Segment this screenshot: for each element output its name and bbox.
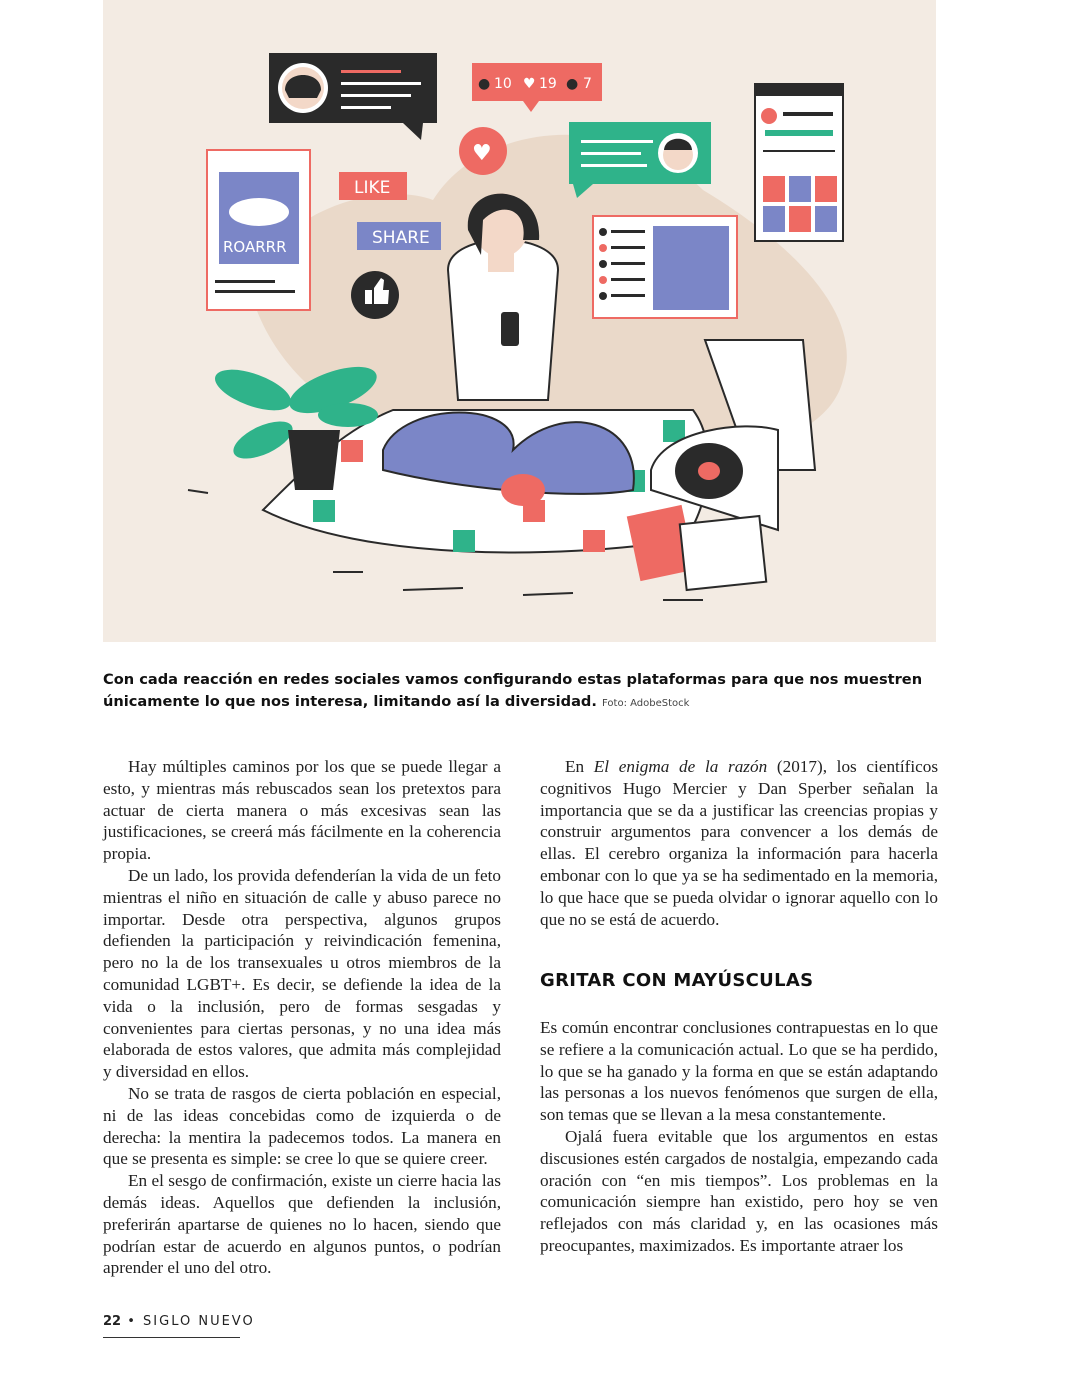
hero-illustration [103, 0, 936, 642]
right-column-bottom [540, 1017, 938, 1257]
profile-chat-bubble [269, 53, 437, 140]
share-label: SHARE [372, 228, 430, 248]
caption-text: Con cada reacción en redes sociales vamos configurando estas plataformas para que nos muestren únicamente lo que nos interesa, limitando así la diversidad. [103, 671, 923, 710]
paragraph: Es común encontrar conclusiones contrapuestas en lo que se refiere a la comunicación actual. Lo que se ha perdido, lo que se ha ganado y la forma en que se están adaptando las personas a los nuevos fenómenos que surgen de ella, son temas que se llevan a la mesa constantemente. [540, 1018, 938, 1125]
section-heading: GRITAR CON MAYÚSCULAS [540, 970, 814, 991]
paragraph: De un lado, los provida defenderían la vida de un feto mientras el niño en situación de calle y abuso parece no importar. Desde otra perspectiva, algunos grupos defienden la participación y reivindicación femenina, pero no la de los transexuales u otros miembros de la comunidad LGBT+. Es decir, se defiende la idea de la vida o la inclusión, pero de formas sesgadas y convenientes para ciertas personas, y no una idea más elaborada de estos valores, que admita más complejidad y diversidad en ellos. [103, 865, 501, 1082]
like-label: LIKE [354, 178, 391, 198]
svg-text:●: ● [566, 76, 579, 92]
dino-post-text: ROARRR [223, 238, 287, 256]
thumbs-up-icon [351, 271, 399, 319]
follower-count: 7 [583, 76, 592, 92]
svg-text:♥: ♥ [472, 141, 492, 166]
image-caption [103, 669, 943, 715]
paragraph: En el sesgo de confirmación, existe un cierre hacia las demás ideas. Aquellos que defienden la inclusión, preferirán apartarse de quienes no lo hacen, siendo que podrían estar de acuerdo en algunos puntos, o podrían aprender el uno del otro. [103, 1171, 501, 1278]
stats-bubble [472, 63, 602, 112]
paragraph: Ojalá fuera evitable que los argumentos en estas discusiones estén cargados de nostalgia, empezando cada oración con “en mis tiempos”. Los problemas en la comunicación siempre han existido, pero hoy se ven reflejados con más claridad y, en las ocasiones más preocupantes, maximizados. Es importante atraer los [540, 1126, 938, 1255]
share-tag [357, 222, 441, 250]
footer-rule [103, 1337, 240, 1338]
heart-icon [459, 127, 507, 175]
publication-name: SIGLO NUEVO [143, 1314, 255, 1329]
paragraph-start: En [565, 757, 594, 776]
paragraph: No se trata de rasgos de cierta población en especial, ni de las ideas concebidas como de izquierda o de derecha: la mentira la padecemos todos. La manera en que se presenta es simple: se cree lo que se quiere creer. [103, 1083, 501, 1169]
like-count: 19 [539, 76, 557, 92]
right-column-top [540, 756, 938, 930]
profile-card-right [755, 84, 843, 241]
svg-text:●: ● [478, 76, 491, 92]
svg-text:♥: ♥ [523, 76, 536, 92]
page-footer [103, 1314, 255, 1329]
paragraph-rest: (2017), los científicos cognitivos Hugo Mercier y Dan Sperber señalan la importancia que se da a justificar las creencias propias y construir argumentos para convencer a los demás de ellas. El cerebro organiza la información para hacerla embonar con lo que ya se ha sedimentado en la memoria, lo que hace que se pueda olvidar o ignorar aquello con lo que no se está de acuerdo. [540, 757, 939, 929]
dino-post-card [207, 150, 310, 310]
like-tag [339, 172, 407, 200]
paragraph: Hay múltiples caminos por los que se puede llegar a esto, y mientras más rebuscados sean los pretextos para actuar de cierta manera o más excesivas sean las justificaciones, se creerá más fácilmente en la coherencia propia. [103, 757, 501, 864]
book-title: El enigma de la razón [593, 757, 768, 776]
photo-credit: Foto: AdobeStock [602, 698, 690, 709]
comment-count: 10 [494, 76, 512, 92]
page-number: 22 [103, 1314, 122, 1329]
footer-separator: • [127, 1314, 137, 1329]
feed-window [593, 216, 737, 318]
left-column [103, 756, 501, 1279]
paragraph [540, 756, 938, 930]
